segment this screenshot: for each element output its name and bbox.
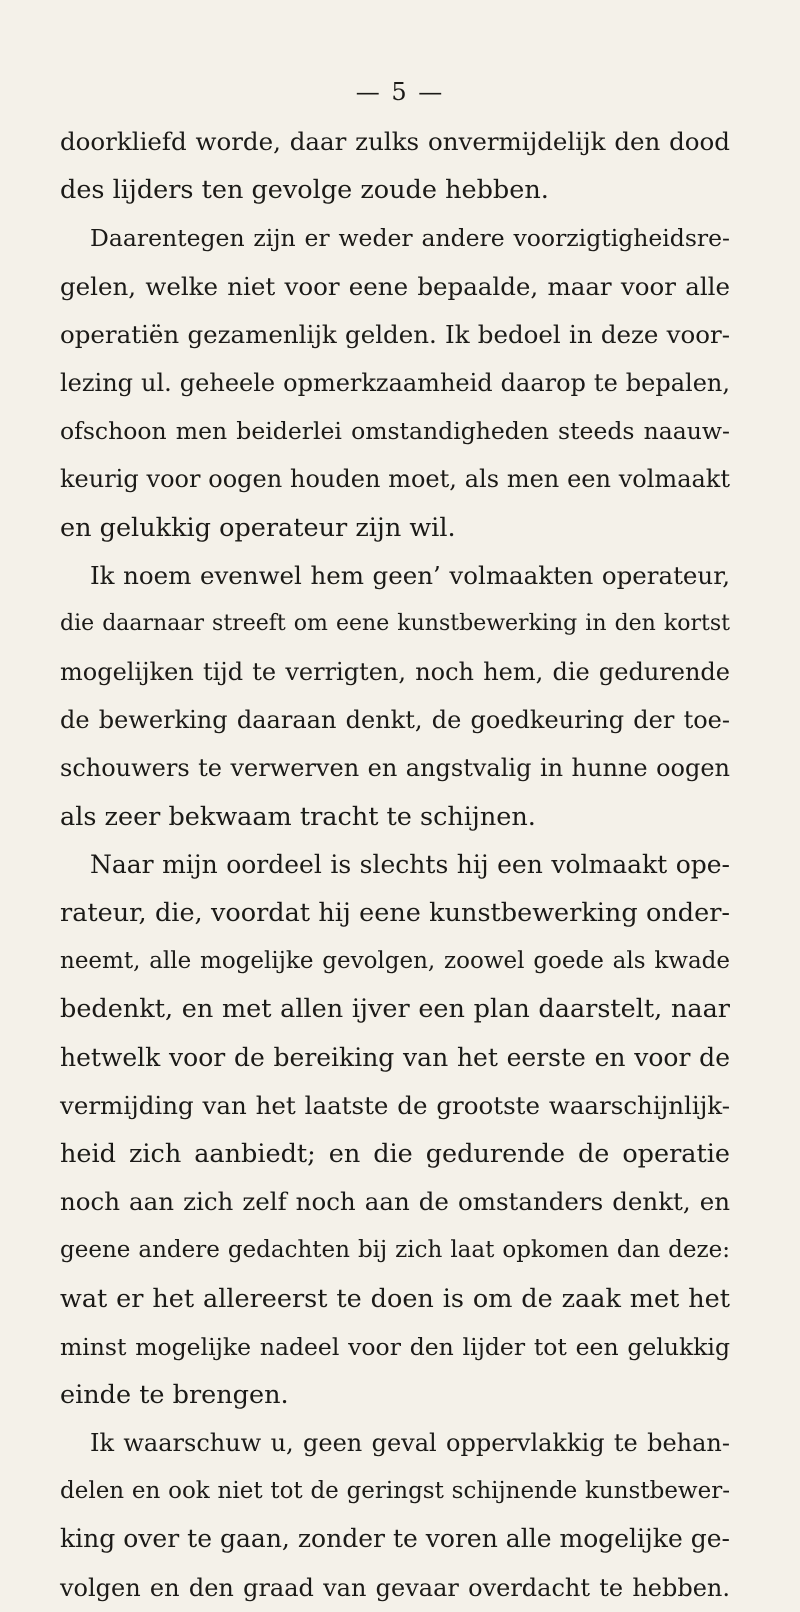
text-line: gelen, welke niet voor eene bepaalde, maar voor alle (60, 271, 730, 301)
text-line: ofschoon men beiderlei omstandigheden steeds naauw- (60, 417, 730, 446)
text-line: Naar mijn oordeel is slechts hij een volmaakt ope- (90, 849, 730, 879)
text-line: Ik waarschuw u, geen geval oppervlakkig te behan- (90, 1429, 730, 1458)
text-line: mogelijken tijd te verrigten, noch hem, die gedurende (60, 658, 730, 687)
text-line: rateur, die, voordat hij eene kunstbewerking onder- (60, 898, 730, 928)
text-line: hetwelk voor de bereiking van het eerste en voor de (60, 1042, 730, 1072)
page-number: — 5 — (355, 78, 445, 106)
text-line: des lijders ten gevolge zoude hebben. (60, 175, 549, 206)
text-line: Ik noem evenwel hem geen’ volmaakten operateur, (90, 560, 730, 590)
text-line: king over te gaan, zonder te voren alle mogelijke ge- (60, 1524, 730, 1554)
text-line: de bewerking daaraan denkt, de goedkeuring der toe- (60, 706, 730, 735)
text-line: Daarentegen zijn er weder andere voorzigtigheidsre- (90, 224, 730, 253)
text-line: schouwers te verwerven en angstvalig in hunne oogen (60, 754, 730, 783)
body-text (60, 118, 730, 1612)
text-line: vermijding van het laatste de grootste waarschijnlijk- (60, 1090, 730, 1120)
text-line: minst mogelijke nadeel voor den lijder tot een gelukkig (60, 1332, 730, 1361)
text-line: bedenkt, en met allen ijver een plan daarstelt, naar (60, 994, 730, 1025)
text-line: neemt, alle mogelijke gevolgen, zoowel goede als kwade (60, 948, 730, 975)
text-line: wat er het allereerst te doen is om de zaak met het (60, 1283, 730, 1314)
text-line: operatiën gezamenlijk gelden. Ik bedoel in deze voor- (60, 319, 730, 349)
text-line: noch aan zich zelf noch aan de omstanders denkt, en (60, 1187, 730, 1217)
text-line: geene andere gedachten bij zich laat opkomen dan deze: (60, 1237, 730, 1264)
text-line: delen en ook niet tot de geringst schijnende kunstbewer- (60, 1478, 730, 1505)
text-line: doorkliefd worde, daar zulks onvermijdelijk den dood (60, 127, 730, 156)
text-line: einde te brengen. (60, 1379, 289, 1410)
text-line: en gelukkig operateur zijn wil. (60, 512, 456, 543)
text-line: heid zich aanbiedt; en die gedurende de operatie (60, 1138, 730, 1169)
text-line: volgen en den graad van gevaar overdacht te hebben. (60, 1573, 730, 1602)
text-line: keurig voor oogen houden moet, als men een volmaakt (60, 465, 730, 494)
text-line: lezing ul. geheele opmerkzaamheid daarop te bepalen, (60, 368, 730, 397)
text-line: die daarnaar streeft om eene kunstbewerking in den kortst (60, 610, 730, 636)
text-line: als zeer bekwaam tracht te schijnen. (60, 801, 536, 832)
